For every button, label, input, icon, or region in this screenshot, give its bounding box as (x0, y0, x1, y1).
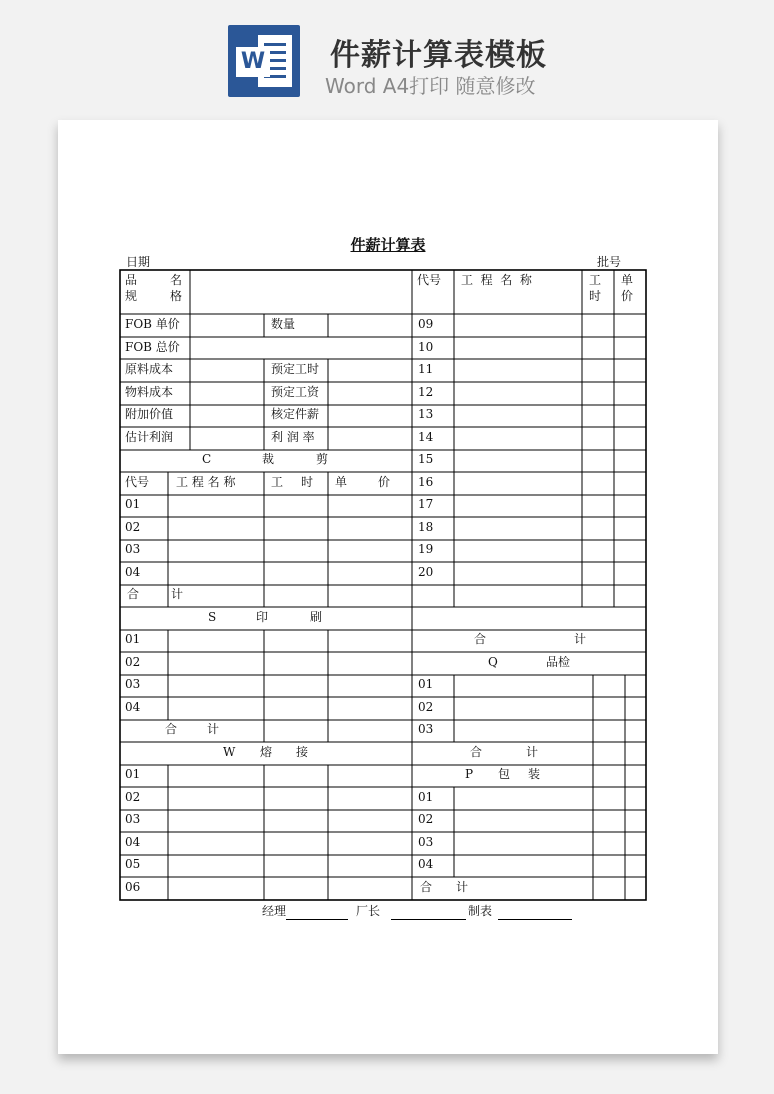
pack-section-title: 包 (498, 767, 511, 781)
header-jia: 价 (621, 289, 634, 303)
cut-header-jia: 价 (378, 475, 391, 489)
info-label: FOB 单价 (125, 317, 180, 331)
top-code: 19 (418, 542, 434, 556)
cut-header-shi: 时 (301, 475, 314, 489)
pack-code: 02 (418, 812, 434, 826)
print-code: 01 (125, 632, 141, 646)
pack-code: 01 (418, 790, 434, 804)
batch-label: 批号 (597, 255, 622, 269)
factory-signature-line[interactable] (391, 919, 466, 920)
print-section-title: 印 (256, 610, 269, 624)
word-logo-letter: W (236, 47, 270, 77)
top-code: 14 (418, 430, 434, 444)
spec-ge: 格 (170, 289, 183, 303)
template-title: 件薪计算表模板 (330, 38, 547, 73)
maker-label: 制表 (468, 904, 493, 918)
weld-section-letter: W (223, 745, 236, 759)
weld-code: 02 (125, 790, 141, 804)
qc-total-he: 合 (470, 745, 483, 759)
top-code: 13 (418, 407, 434, 421)
weld-code: 01 (125, 767, 141, 781)
document-title: 件薪计算表 (350, 236, 426, 254)
word-app-icon (228, 25, 300, 97)
print-code: 02 (125, 655, 141, 669)
info-label: 估计利润 (125, 430, 174, 444)
qc-total-ji: 计 (526, 745, 539, 759)
cut-code: 04 (125, 565, 141, 579)
cut-code: 03 (125, 542, 141, 556)
pack-code: 04 (418, 857, 434, 871)
weld-section-title: 接 (296, 745, 309, 759)
print-code: 04 (125, 700, 141, 714)
cut-header-gong: 工 (271, 475, 284, 489)
template-header (0, 0, 774, 110)
cut-section-letter: C (202, 452, 212, 466)
qc-section-title: 品检 (546, 655, 571, 669)
cut-code: 01 (125, 497, 141, 511)
document-page (58, 120, 718, 1054)
top-code: 17 (418, 497, 434, 511)
cut-total-ji: 计 (171, 587, 184, 601)
header-dan: 单 (621, 273, 634, 287)
cut-header-dan: 单 (335, 475, 348, 489)
weld-code: 06 (125, 880, 141, 894)
qc-code: 02 (418, 700, 434, 714)
top-code: 12 (418, 385, 434, 399)
form-table-grid (58, 120, 718, 1054)
top-code: 10 (418, 340, 434, 354)
qc-code: 03 (418, 722, 434, 736)
cut-section-title: 剪 (316, 452, 329, 466)
cut-code: 02 (125, 520, 141, 534)
pack-total-ji: 计 (456, 880, 469, 894)
print-code: 03 (125, 677, 141, 691)
cut-section-title: 裁 (262, 452, 275, 466)
print-total-he: 合 (165, 722, 178, 736)
date-label: 日期 (126, 255, 151, 269)
top-total-he: 合 (474, 632, 487, 646)
top-total-ji: 计 (574, 632, 587, 646)
info-label: 利 润 率 (271, 430, 315, 444)
print-section-title: 刷 (310, 610, 323, 624)
pack-code: 03 (418, 835, 434, 849)
top-code: 16 (418, 475, 434, 489)
product-pin: 品 (125, 273, 138, 287)
pack-section-title: 装 (528, 767, 541, 781)
pack-total-he: 合 (420, 880, 433, 894)
info-label: 原料成本 (125, 362, 174, 376)
pack-section-letter: P (465, 767, 474, 781)
header-process-name: 工 程 名 称 (461, 273, 532, 287)
template-subtitle: Word A4打印 随意修改 (325, 74, 536, 98)
top-code: 18 (418, 520, 434, 534)
factory-label: 厂长 (356, 904, 381, 918)
header-gong: 工 (589, 273, 602, 287)
weld-code: 04 (125, 835, 141, 849)
manager-label: 经理 (262, 904, 287, 918)
info-label: FOB 总价 (125, 340, 180, 354)
info-label: 预定工资 (271, 385, 320, 399)
top-code: 20 (418, 565, 434, 579)
info-label: 数量 (271, 317, 296, 331)
maker-signature-line[interactable] (498, 919, 572, 920)
header-shi: 时 (589, 289, 602, 303)
info-label: 物料成本 (125, 385, 174, 399)
weld-section-title: 熔 (260, 745, 273, 759)
weld-code: 03 (125, 812, 141, 826)
info-label: 附加价值 (125, 407, 174, 421)
qc-section-letter: Q (488, 655, 498, 669)
cut-header-process: 工 程 名 称 (176, 475, 236, 489)
spec-gui: 规 (125, 289, 138, 303)
header-code: 代号 (417, 273, 442, 287)
print-total-ji: 计 (207, 722, 220, 736)
top-code: 11 (418, 362, 434, 376)
top-code: 09 (418, 317, 434, 331)
cut-total-he: 合 (127, 587, 140, 601)
qc-code: 01 (418, 677, 434, 691)
top-code: 15 (418, 452, 434, 466)
info-label: 核定件薪 (271, 407, 320, 421)
product-ming: 名 (170, 273, 183, 287)
cut-header-code: 代号 (125, 475, 150, 489)
weld-code: 05 (125, 857, 141, 871)
print-section-letter: S (208, 610, 217, 624)
manager-signature-line[interactable] (286, 919, 348, 920)
info-label: 预定工时 (271, 362, 320, 376)
